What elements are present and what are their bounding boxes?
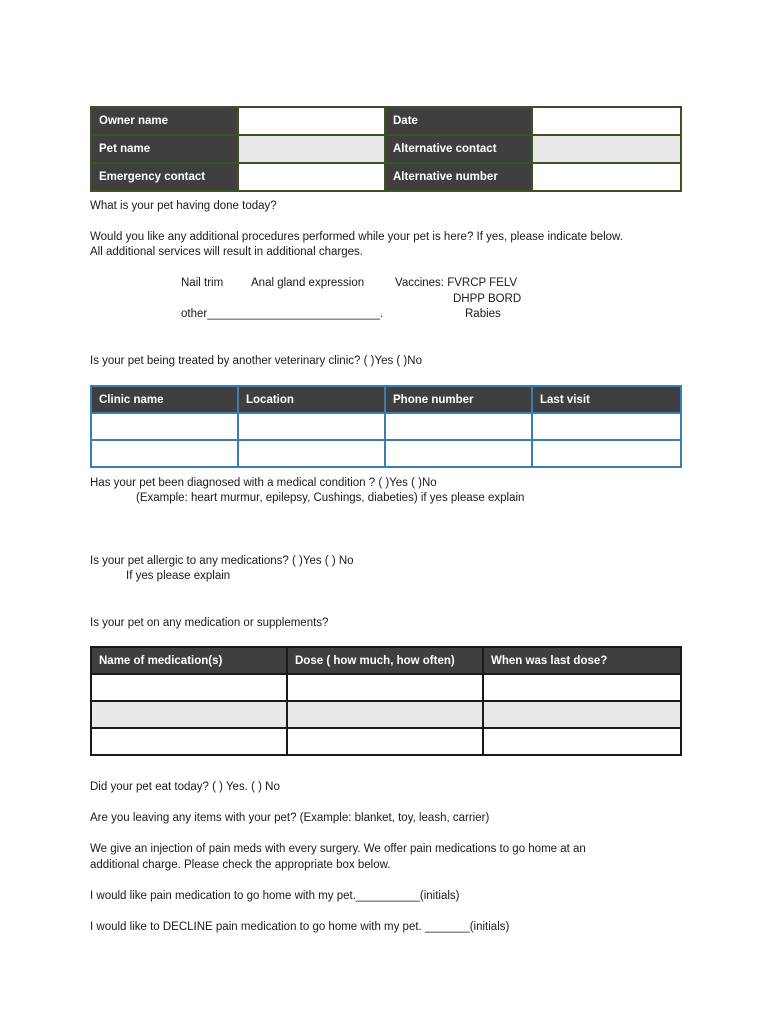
col-last-visit: Last visit: [532, 386, 681, 413]
clinic-table: [90, 385, 682, 468]
last-visit-cell[interactable]: [532, 440, 681, 467]
question-other-clinic: Is your pet being treated by another veterinary clinic? ( )Yes ( )No: [90, 355, 422, 367]
table-header-row: [91, 647, 681, 674]
location-cell[interactable]: [238, 413, 385, 440]
question-medication: Is your pet on any medication or supplements?: [90, 617, 329, 629]
question-diagnosed: Has your pet been diagnosed with a medical condition ? ( )Yes ( )No: [90, 477, 437, 489]
service-anal-gland: Anal gland expression: [251, 277, 365, 289]
injection-note-line2: additional charge. Please check the appropriate box below.: [90, 859, 391, 871]
medication-table: [90, 646, 682, 756]
question-leaving-items: Are you leaving any items with your pet? (Example: blanket, toy, leash, carrier): [90, 812, 490, 824]
date-label: Date: [385, 107, 532, 135]
owner-name-field[interactable]: [238, 107, 385, 135]
question-today: What is your pet having done today?: [90, 200, 277, 212]
table-row: [91, 728, 681, 755]
last-dose-cell[interactable]: [483, 728, 681, 755]
col-last-dose: When was last dose?: [483, 647, 681, 674]
table-row: [91, 440, 681, 467]
alternative-number-field[interactable]: [532, 163, 681, 191]
medication-name-cell[interactable]: [91, 728, 287, 755]
date-field[interactable]: [532, 107, 681, 135]
medication-name-cell[interactable]: [91, 674, 287, 701]
location-cell[interactable]: [238, 440, 385, 467]
table-row: [91, 413, 681, 440]
question-eat-today: Did your pet eat today? ( ) Yes. ( ) No: [90, 781, 280, 793]
pet-name-label: Pet name: [91, 135, 238, 163]
phone-number-cell[interactable]: [385, 413, 532, 440]
dose-cell[interactable]: [287, 728, 483, 755]
question-allergic: Is your pet allergic to any medications? ( )Yes ( ) No: [90, 555, 354, 567]
table-row: [91, 135, 681, 163]
last-dose-cell[interactable]: [483, 674, 681, 701]
col-phone-number: Phone number: [385, 386, 532, 413]
last-visit-cell[interactable]: [532, 413, 681, 440]
allergic-explain: If yes please explain: [126, 570, 231, 582]
pain-medication-decline: I would like to DECLINE pain medication to go home with my pet. _______(initials): [90, 921, 510, 933]
phone-number-cell[interactable]: [385, 440, 532, 467]
last-dose-cell[interactable]: [483, 701, 681, 728]
service-other: other___________________________.: [181, 308, 384, 320]
alternative-contact-label: Alternative contact: [385, 135, 532, 163]
owner-name-label: Owner name: [91, 107, 238, 135]
col-dose: Dose ( how much, how often): [287, 647, 483, 674]
table-row: [91, 701, 681, 728]
table-row: [91, 107, 681, 135]
service-vaccines-rabies: Rabies: [465, 308, 501, 320]
medication-name-cell[interactable]: [91, 701, 287, 728]
pain-medication-accept: I would like pain medication to go home with my pet.__________(initials): [90, 890, 460, 902]
alternative-contact-field[interactable]: [532, 135, 681, 163]
question-additional-procedures: Would you like any additional procedures performed while your pet is here? If yes, please indicate below.: [90, 231, 623, 243]
col-medication-name: Name of medication(s): [91, 647, 287, 674]
additional-charges-note: All additional services will result in additional charges.: [90, 246, 363, 258]
injection-note-line1: We give an injection of pain meds with every surgery. We offer pain medications to go home at an: [90, 843, 586, 855]
col-clinic-name: Clinic name: [91, 386, 238, 413]
clinic-name-cell[interactable]: [91, 413, 238, 440]
service-vaccines-dhpp: DHPP BORD: [453, 293, 522, 305]
table-header-row: [91, 386, 681, 413]
service-nail-trim: Nail trim: [181, 277, 224, 289]
table-row: [91, 163, 681, 191]
clinic-name-cell[interactable]: [91, 440, 238, 467]
service-vaccines: Vaccines: FVRCP FELV: [395, 277, 518, 289]
pet-name-field[interactable]: [238, 135, 385, 163]
diagnosed-example: (Example: heart murmur, epilepsy, Cushings, diabeties) if yes please explain: [136, 492, 525, 504]
dose-cell[interactable]: [287, 674, 483, 701]
col-location: Location: [238, 386, 385, 413]
owner-info-table: [90, 106, 682, 192]
emergency-contact-label: Emergency contact: [91, 163, 238, 191]
emergency-contact-field[interactable]: [238, 163, 385, 191]
table-row: [91, 674, 681, 701]
dose-cell[interactable]: [287, 701, 483, 728]
alternative-number-label: Alternative number: [385, 163, 532, 191]
